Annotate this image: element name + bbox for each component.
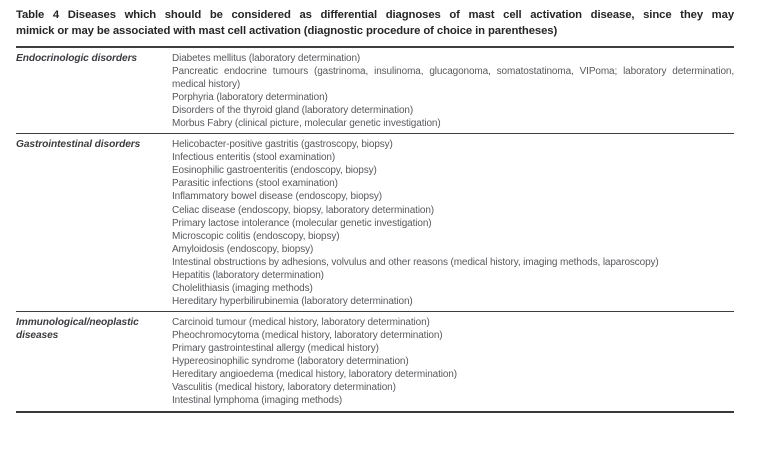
category-label: Immunological/neoplastic diseases <box>16 316 139 341</box>
disease-item: Helicobacter-positive gastritis (gastroscopy, biopsy) <box>172 139 393 151</box>
disease-item: Infectious enteritis (stool examination) <box>172 152 336 164</box>
disease-item: Pheochromocytoma (medical history, laboratory determination) <box>172 329 443 341</box>
disease-item: Microscopic colitis (endoscopy, biopsy) <box>172 230 340 242</box>
table-4-differential-diagnoses <box>16 8 734 413</box>
category-label: Gastrointestinal disorders <box>16 139 141 151</box>
disease-item: Diabetes mellitus (laboratory determination) <box>172 53 361 64</box>
disease-item: Disorders of the thyroid gland (laboratory determination) <box>172 105 414 117</box>
disease-item: Vasculitis (medical history, laboratory determination) <box>172 382 396 394</box>
items-cell <box>172 316 734 407</box>
table-section <box>16 312 734 413</box>
disease-item: Hypereosinophilic syndrome (laboratory determination) <box>172 356 409 368</box>
disease-item: Primary lactose intolerance (molecular genetic investigation) <box>172 217 432 229</box>
disease-item: Intestinal obstructions by adhesions, volvulus and other reasons (medical history, imaging methods, laparoscopy) <box>172 256 659 268</box>
disease-item: Pancreatic endocrine tumours (gastrinoma, insulinoma, glucagonoma, somatostatinoma, VIPoma; laboratory determination, medical history) <box>172 66 734 91</box>
category-label: Endocrinologic disorders <box>16 53 137 64</box>
disease-item: Hepatitis (laboratory determination) <box>172 269 324 281</box>
disease-item: Porphyria (laboratory determination) <box>172 92 328 104</box>
disease-item: Morbus Fabry (clinical picture, molecular genetic investigation) <box>172 118 441 130</box>
disease-item: Amyloidosis (endoscopy, biopsy) <box>172 243 314 255</box>
disease-item: Eosinophilic gastroenteritis (endoscopy, biopsy) <box>172 165 377 177</box>
disease-item: Intestinal lymphoma (imaging methods) <box>172 395 343 407</box>
table-section <box>16 48 734 134</box>
disease-item: Hereditary angioedema (medical history, laboratory determination) <box>172 369 457 381</box>
disease-item: Carcinoid tumour (medical history, laboratory determination) <box>172 316 430 328</box>
disease-item: Cholelithiasis (imaging methods) <box>172 282 313 294</box>
disease-item: Celiac disease (endoscopy, biopsy, laboratory determination) <box>172 204 435 216</box>
disease-item: Inflammatory bowel disease (endoscopy, biopsy) <box>172 191 382 203</box>
table-title <box>16 8 734 39</box>
table-title-line-2: mimick or may be associated with mast cell activation (diagnostic procedure of choice in parentheses) <box>16 24 558 37</box>
table-section <box>16 134 734 312</box>
table-title-line-1: Table 4 Diseases which should be considered as differential diagnoses of mast cell activation disease, since they may <box>16 9 734 21</box>
disease-item: Primary gastrointestinal allergy (medical history) <box>172 342 379 354</box>
items-cell <box>172 52 734 130</box>
table-body <box>16 46 734 413</box>
disease-item: Parasitic infections (stool examination) <box>172 178 338 190</box>
items-cell <box>172 138 734 308</box>
disease-item: Hereditary hyperbilirubinemia (laboratory determination) <box>172 295 413 307</box>
